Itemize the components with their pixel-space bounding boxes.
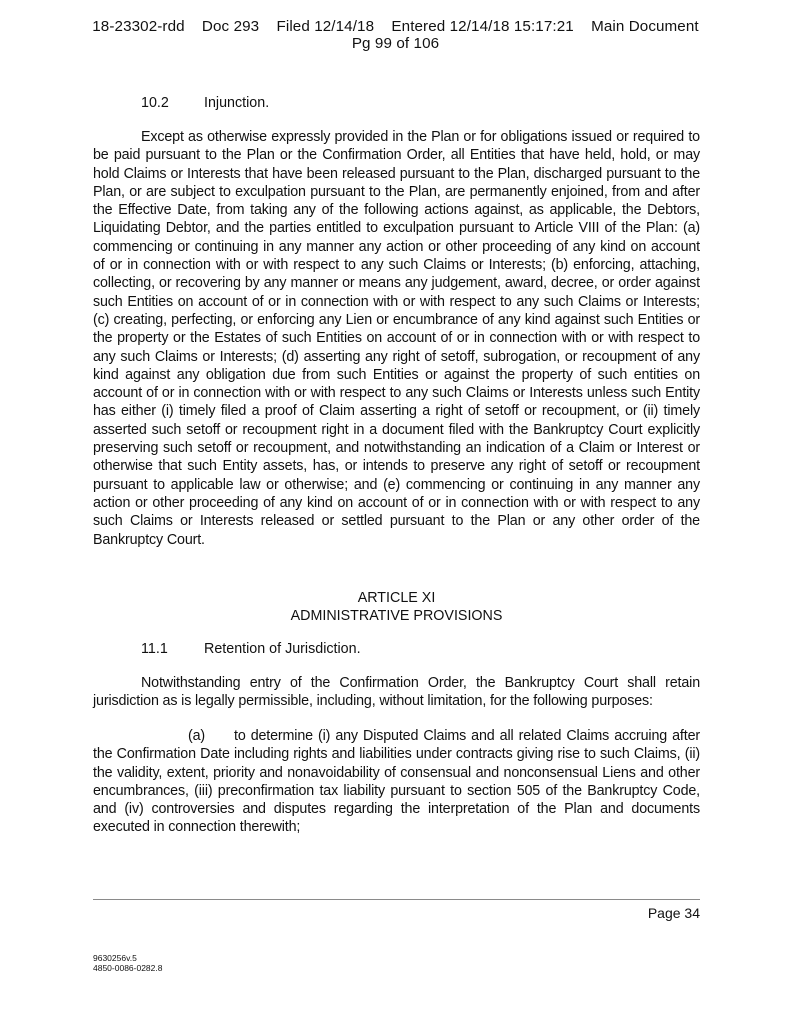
article-heading (93, 589, 700, 625)
item-a-label: (a) (188, 728, 206, 744)
jurisdiction-paragraph: Notwithstanding entry of the Confirmation Order, the Bankruptcy Court shall retain jurisdiction as is legally permissible, including, without limitation, for the following purposes: (93, 675, 700, 710)
section-10-2-heading (141, 94, 269, 112)
section-title: Retention of Jurisdiction. (204, 641, 361, 657)
article-number: ARTICLE XI (357, 590, 436, 606)
section-11-1-heading (141, 640, 361, 658)
case-header-line: 18-23302-rdd Doc 293 Filed 12/14/18 Entered 12/14/18 15:17:21 Main Document (92, 18, 699, 35)
section-title: Injunction. (204, 95, 270, 111)
article-title: ADMINISTRATIVE PROVISIONS (290, 608, 503, 624)
footer-divider (93, 899, 700, 900)
item-a-paragraph (93, 727, 700, 837)
section-number: 11.1 (141, 641, 168, 657)
page-number: Page 34 (647, 905, 700, 921)
section-number: 10.2 (141, 95, 169, 111)
document-ids (93, 953, 162, 973)
page-of-total: Pg 99 of 106 (351, 35, 440, 52)
case-header (0, 18, 791, 52)
doc-id-secondary: 4850-0086-0282.8 (93, 963, 163, 973)
doc-id-primary: 9630256v.5 (93, 953, 137, 963)
item-a-text: to determine (i) any Disputed Claims and all related Claims accruing after the Confirmation Date including rights and liabilities under contracts giving rise to such Claims, (ii) the validity, extent, priority and nonavoidability of consensual and nonconsensual Liens and other encumbrances, (iii) preconfirmation tax liability pursuant to section 505 of the Bankruptcy Code, and (iv) controversies and disputes regarding the interpretation of the Plan and documents executed in connection therewith; (93, 728, 700, 836)
injunction-paragraph: Except as otherwise expressly provided in the Plan or for obligations issued or required to be paid pursuant to the Plan or the Confirmation Order, all Entities that have held, hold, or may hold Claims or Interests that have been released pursuant to the Plan, discharged pursuant to the Plan, or are subject to exculpation pursuant to the Plan, are permanently enjoined, from and after the Effective Date, from taking any of the following actions against, as applicable, the Debtors, Liquidating Debtor, and the parties entitled to exculpation pursuant to Article VIII of the Plan: (a) commencing or continuing in any manner any action or other proceeding of any kind on account of or in connection with or with respect to any such Claims or Interests; (b) enforcing, attaching, collecting, or recovering by any manner or means any judgement, award, decree, or order against such Entities on account of or in connection with or with respect to any such Claims or Interests; (c) creating, perfecting, or enforcing any Lien or encumbrance of any kind against such Entities or the property or the Estates of such Entities on account of or in connection with or with respect to any such Claims or Interests; (d) asserting any right of setoff, subrogation, or recoupment of any kind against any obligation due from such Entities or against the property of such entities on account of or in connection with or with respect to any such Claims or Interests unless such Entity has either (i) timely filed a proof of Claim asserting a right of setoff or recoupment, or (ii) timely asserted such setoff or recoupment right in a document filed with the Bankruptcy Court explicitly preserving such setoff or recoupment, and notwithstanding an indication of a Claim or Interest or otherwise that such Entity assets, has, or intends to preserve any right of setoff or recoupment pursuant to applicable law or otherwise; and (e) commencing or continuing in any manner any action or other proceeding of any kind on account of or in connection with or with respect to any such Claims or Interests released or settled pursuant to the Plan or any other order of the Bankruptcy Court. (93, 129, 700, 548)
